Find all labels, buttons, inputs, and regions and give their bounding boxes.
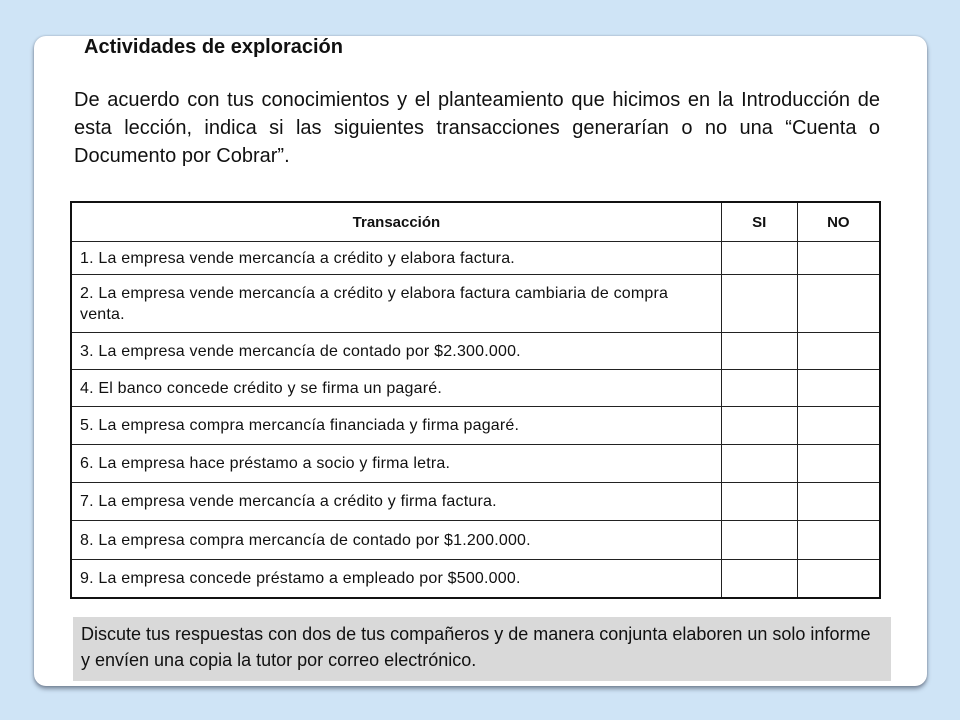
si-cell[interactable] <box>721 445 797 483</box>
transaction-text: 9. La empresa concede préstamo a empleado por $500.000. <box>71 560 721 599</box>
no-cell[interactable] <box>797 560 880 599</box>
si-cell[interactable] <box>721 370 797 407</box>
si-cell[interactable] <box>721 275 797 333</box>
table-row <box>71 407 880 445</box>
no-cell[interactable] <box>797 333 880 370</box>
no-cell[interactable] <box>797 521 880 560</box>
transactions-table <box>70 201 881 599</box>
transaction-text: 6. La empresa hace préstamo a socio y firma letra. <box>71 445 721 483</box>
transaction-text: 5. La empresa compra mercancía financiada y firma pagaré. <box>71 407 721 445</box>
header-no: NO <box>797 202 880 242</box>
transaction-text: 7. La empresa vende mercancía a crédito y firma factura. <box>71 483 721 521</box>
transaction-text: 1. La empresa vende mercancía a crédito y elabora factura. <box>71 242 721 275</box>
table-row <box>71 370 880 407</box>
table-row <box>71 483 880 521</box>
transaction-text: 4. El banco concede crédito y se firma un pagaré. <box>71 370 721 407</box>
si-cell[interactable] <box>721 242 797 275</box>
instructions-note: Discute tus respuestas con dos de tus compañeros y de manera conjunta elaboren un solo informe y envíen una copia la tutor por correo electrónico. <box>73 617 891 681</box>
si-cell[interactable] <box>721 333 797 370</box>
table-row <box>71 560 880 599</box>
table-row <box>71 275 880 333</box>
table-row <box>71 445 880 483</box>
table-row <box>71 333 880 370</box>
header-si: SI <box>721 202 797 242</box>
no-cell[interactable] <box>797 407 880 445</box>
si-cell[interactable] <box>721 521 797 560</box>
no-cell[interactable] <box>797 275 880 333</box>
transaction-text: 2. La empresa vende mercancía a crédito y elabora factura cambiaria de compra venta. <box>71 275 721 333</box>
no-cell[interactable] <box>797 370 880 407</box>
si-cell[interactable] <box>721 407 797 445</box>
no-cell[interactable] <box>797 445 880 483</box>
intro-paragraph: De acuerdo con tus conocimientos y el planteamiento que hicimos en la Introducción de esta lección, indica si las siguientes transacciones generarían o no una “Cuenta o Documento por Cobrar”. <box>74 89 880 167</box>
header-transaccion: Transacción <box>71 202 721 242</box>
table-row <box>71 521 880 560</box>
page-title: Actividades de exploración <box>84 36 343 58</box>
transaction-text: 8. La empresa compra mercancía de contado por $1.200.000. <box>71 521 721 560</box>
no-cell[interactable] <box>797 242 880 275</box>
si-cell[interactable] <box>721 560 797 599</box>
no-cell[interactable] <box>797 483 880 521</box>
table-header-row <box>71 202 880 242</box>
si-cell[interactable] <box>721 483 797 521</box>
transaction-text: 3. La empresa vende mercancía de contado por $2.300.000. <box>71 333 721 370</box>
table-row <box>71 242 880 275</box>
